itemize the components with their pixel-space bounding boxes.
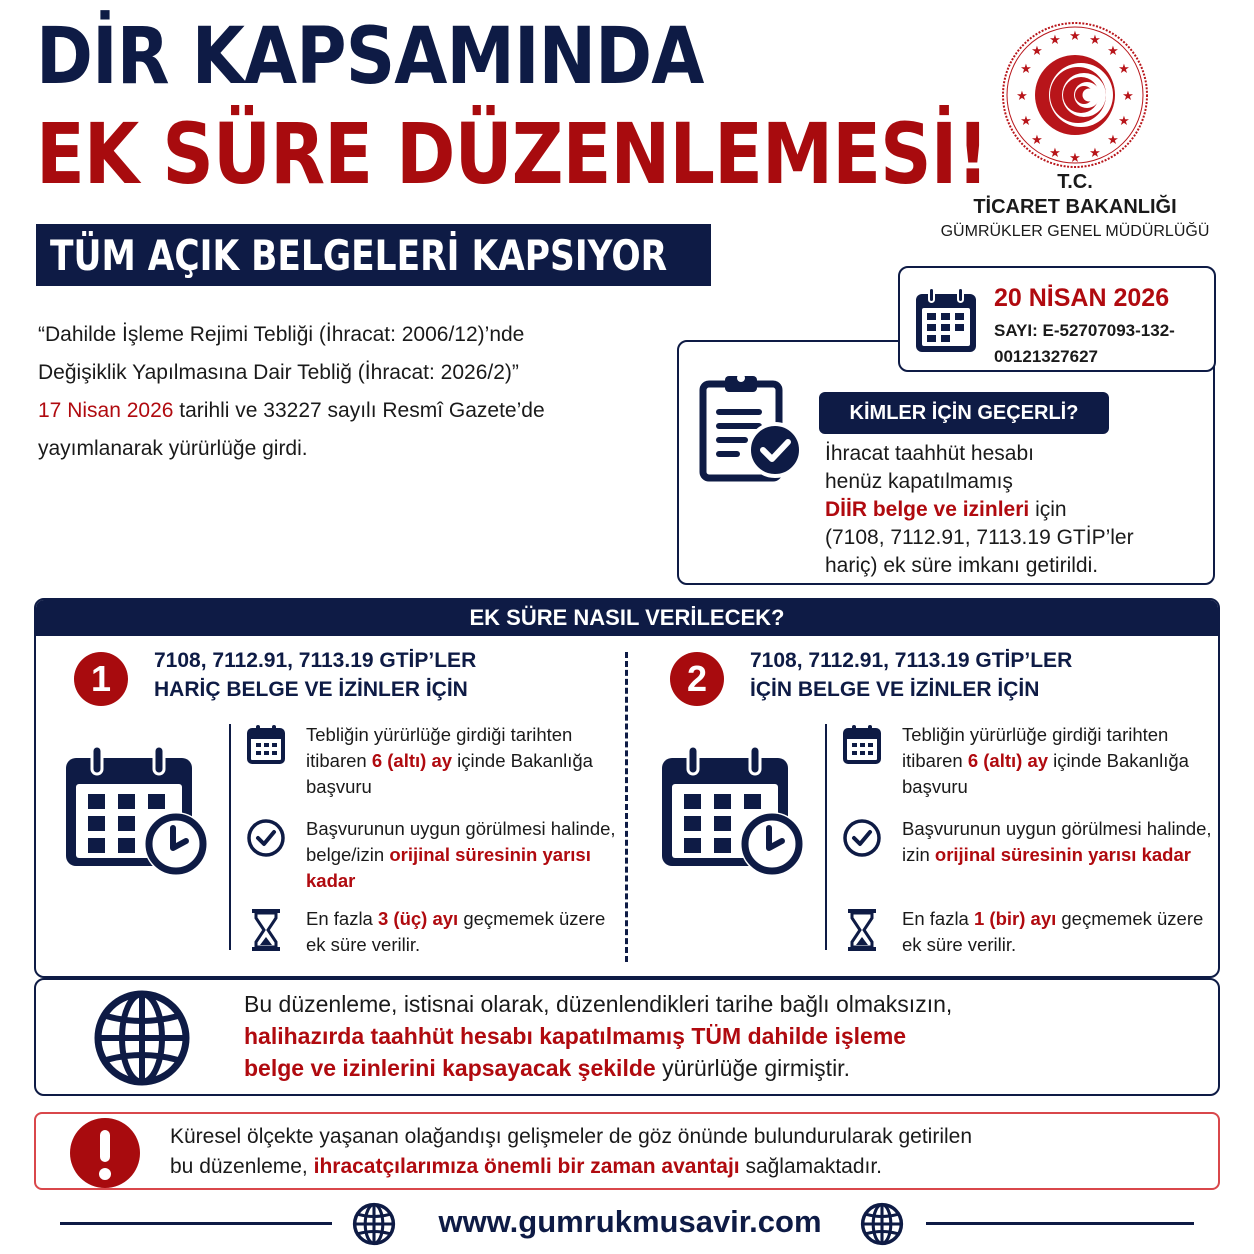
eligibility-box [677, 340, 1215, 585]
eligibility-highlight: DİİR belge ve izinleri [825, 498, 1030, 521]
title-line-2: EK SÜRE DÜZENLEMESİ! [36, 105, 989, 203]
svg-text:★: ★ [1020, 114, 1032, 129]
hourglass-icon [842, 908, 882, 948]
svg-text:★: ★ [1049, 33, 1061, 48]
svg-text:★: ★ [1069, 151, 1081, 166]
calendar-icon [246, 724, 286, 764]
svg-text:★: ★ [1031, 133, 1043, 148]
clipboard-check-icon [697, 370, 807, 487]
column-1: 1 7108, 7112.91, 7113.19 GTİP’LER HARİÇ BELGE VE İZİNLER İÇİN Tebliğin yürürlüğe girdiği tarihten itibaren 6 (altı) ay içinde Bakanlığa başvuru Başvurunun uygun görülmesi halinde, belge/izin orijinal süresinin yarısı kadar En fazla 3 (üç) ayı geçmemek üzere ek süre verilir. [36, 636, 616, 976]
svg-text:★: ★ [1020, 62, 1032, 77]
website-link[interactable]: www.gumrukmusavir.com [438, 1204, 822, 1239]
column-title: 7108, 7112.91, 7113.19 GTİP’LER HARİÇ BELGE VE İZİNLER İÇİN [154, 649, 477, 701]
svg-text:★: ★ [1031, 44, 1043, 59]
advantage-note-text: Küresel ölçekte yaşanan olağandışı gelişmeler de göz önünde bulundurularak getirilen bu düzenleme, ihracatçılarımıza önemli bir zaman avantajı sağlamaktadır. [170, 1125, 973, 1178]
hourglass-icon [246, 908, 286, 948]
intro-date-highlight: 17 Nisan 2026 [38, 399, 174, 422]
calendar-clock-icon [658, 744, 808, 881]
extension-section [34, 598, 1220, 978]
check-circle-icon [842, 818, 882, 858]
ministry-name-block [925, 170, 1225, 244]
scope-note-text: Bu düzenleme, istisnai olarak, düzenlendikleri tarihe bağlı olmaksızın, halihazırda taahhüt hesabı kapatılmamış TÜM dahilde işleme belge ve izinlerini kapsayacak şekilde yürürlüğe girmiştir. [244, 991, 953, 1081]
column-divider [625, 652, 628, 962]
step-number-badge: 2 [670, 652, 724, 706]
svg-text:★: ★ [1069, 29, 1081, 44]
svg-text:★: ★ [1089, 33, 1101, 48]
document-number: SAYI: E-52707093-132- 00121327627 [994, 321, 1175, 366]
separator-line [229, 724, 231, 950]
globe-icon [860, 1202, 904, 1251]
section-title: EK SÜRE NASIL VERİLECEK? [36, 600, 1218, 636]
calendar-icon [842, 724, 882, 764]
svg-text:★: ★ [1049, 146, 1061, 161]
globe-icon [92, 988, 192, 1093]
footer [0, 1200, 1254, 1248]
svg-text:★: ★ [1089, 146, 1101, 161]
svg-text:★: ★ [1107, 44, 1119, 59]
intro-paragraph: “Dahilde İşleme Rejimi Tebliği (İhracat: 2006/12)’nde Değişiklik Yapılmasına Dair Tebliğ (İhracat: 2026/2)” 17 Nisan 2026 tarihli ve 33227 sayılı Resmî Gazete’de yayımlanarak yürürlüğe girdi. [38, 323, 545, 460]
title-line-1: DİR KAPSAMINDA [36, 12, 704, 102]
calendar-clock-icon [62, 744, 212, 881]
svg-text:★: ★ [1122, 89, 1134, 104]
subtitle-band [36, 224, 711, 286]
exclamation-icon [70, 1118, 140, 1188]
separator-line [825, 724, 827, 950]
subtitle-text: TÜM AÇIK BELGELERİ KAPSIYOR [50, 230, 668, 280]
svg-text:★: ★ [1107, 133, 1119, 148]
footer-divider-right [926, 1222, 1194, 1225]
calendar-icon [914, 286, 978, 359]
eligibility-tag: KİMLER İÇİN GEÇERLİ? [819, 392, 1109, 434]
globe-icon [352, 1202, 396, 1251]
date-text: 20 NİSAN 2026 [994, 284, 1170, 312]
svg-text:★: ★ [1118, 114, 1130, 129]
date-box [898, 266, 1216, 372]
svg-text:★: ★ [1118, 62, 1130, 77]
footer-divider-left [60, 1222, 332, 1225]
scope-note-box [34, 978, 1220, 1096]
ministry-tc: T.C. [1057, 171, 1093, 193]
advantage-note-box [34, 1112, 1220, 1190]
step-number-badge: 1 [74, 652, 128, 706]
column-2: 2 7108, 7112.91, 7113.19 GTİP’LER İÇİN BELGE VE İZİNLER İÇİN Tebliğin yürürlüğe girdiği tarihten itibaren 6 (altı) ay içinde Bakanlığa başvuru Başvurunun uygun görülmesi halinde, izin orijinal süresinin yarısı kadar En fazla 1 (bir) ayı geçmemek üzere ek süre verilir. [632, 636, 1212, 976]
ministry-department: GÜMRÜKLER GENEL MÜDÜRLÜĞÜ [940, 223, 1210, 240]
ministry-emblem-icon [1000, 20, 1150, 170]
check-circle-icon [246, 818, 286, 858]
svg-text:★: ★ [1016, 89, 1028, 104]
column-title: 7108, 7112.91, 7113.19 GTİP’LER İÇİN BELGE VE İZİNLER İÇİN [750, 649, 1073, 701]
eligibility-text: İhracat taahhüt hesabı henüz kapatılmamış DİİR belge ve izinleri için (7108, 7112.91, 7113.19 GTİP’ler hariç) ek süre imkanı getirildi. [825, 442, 1134, 577]
ministry-name: TİCARET BAKANLIĞI [973, 196, 1177, 218]
